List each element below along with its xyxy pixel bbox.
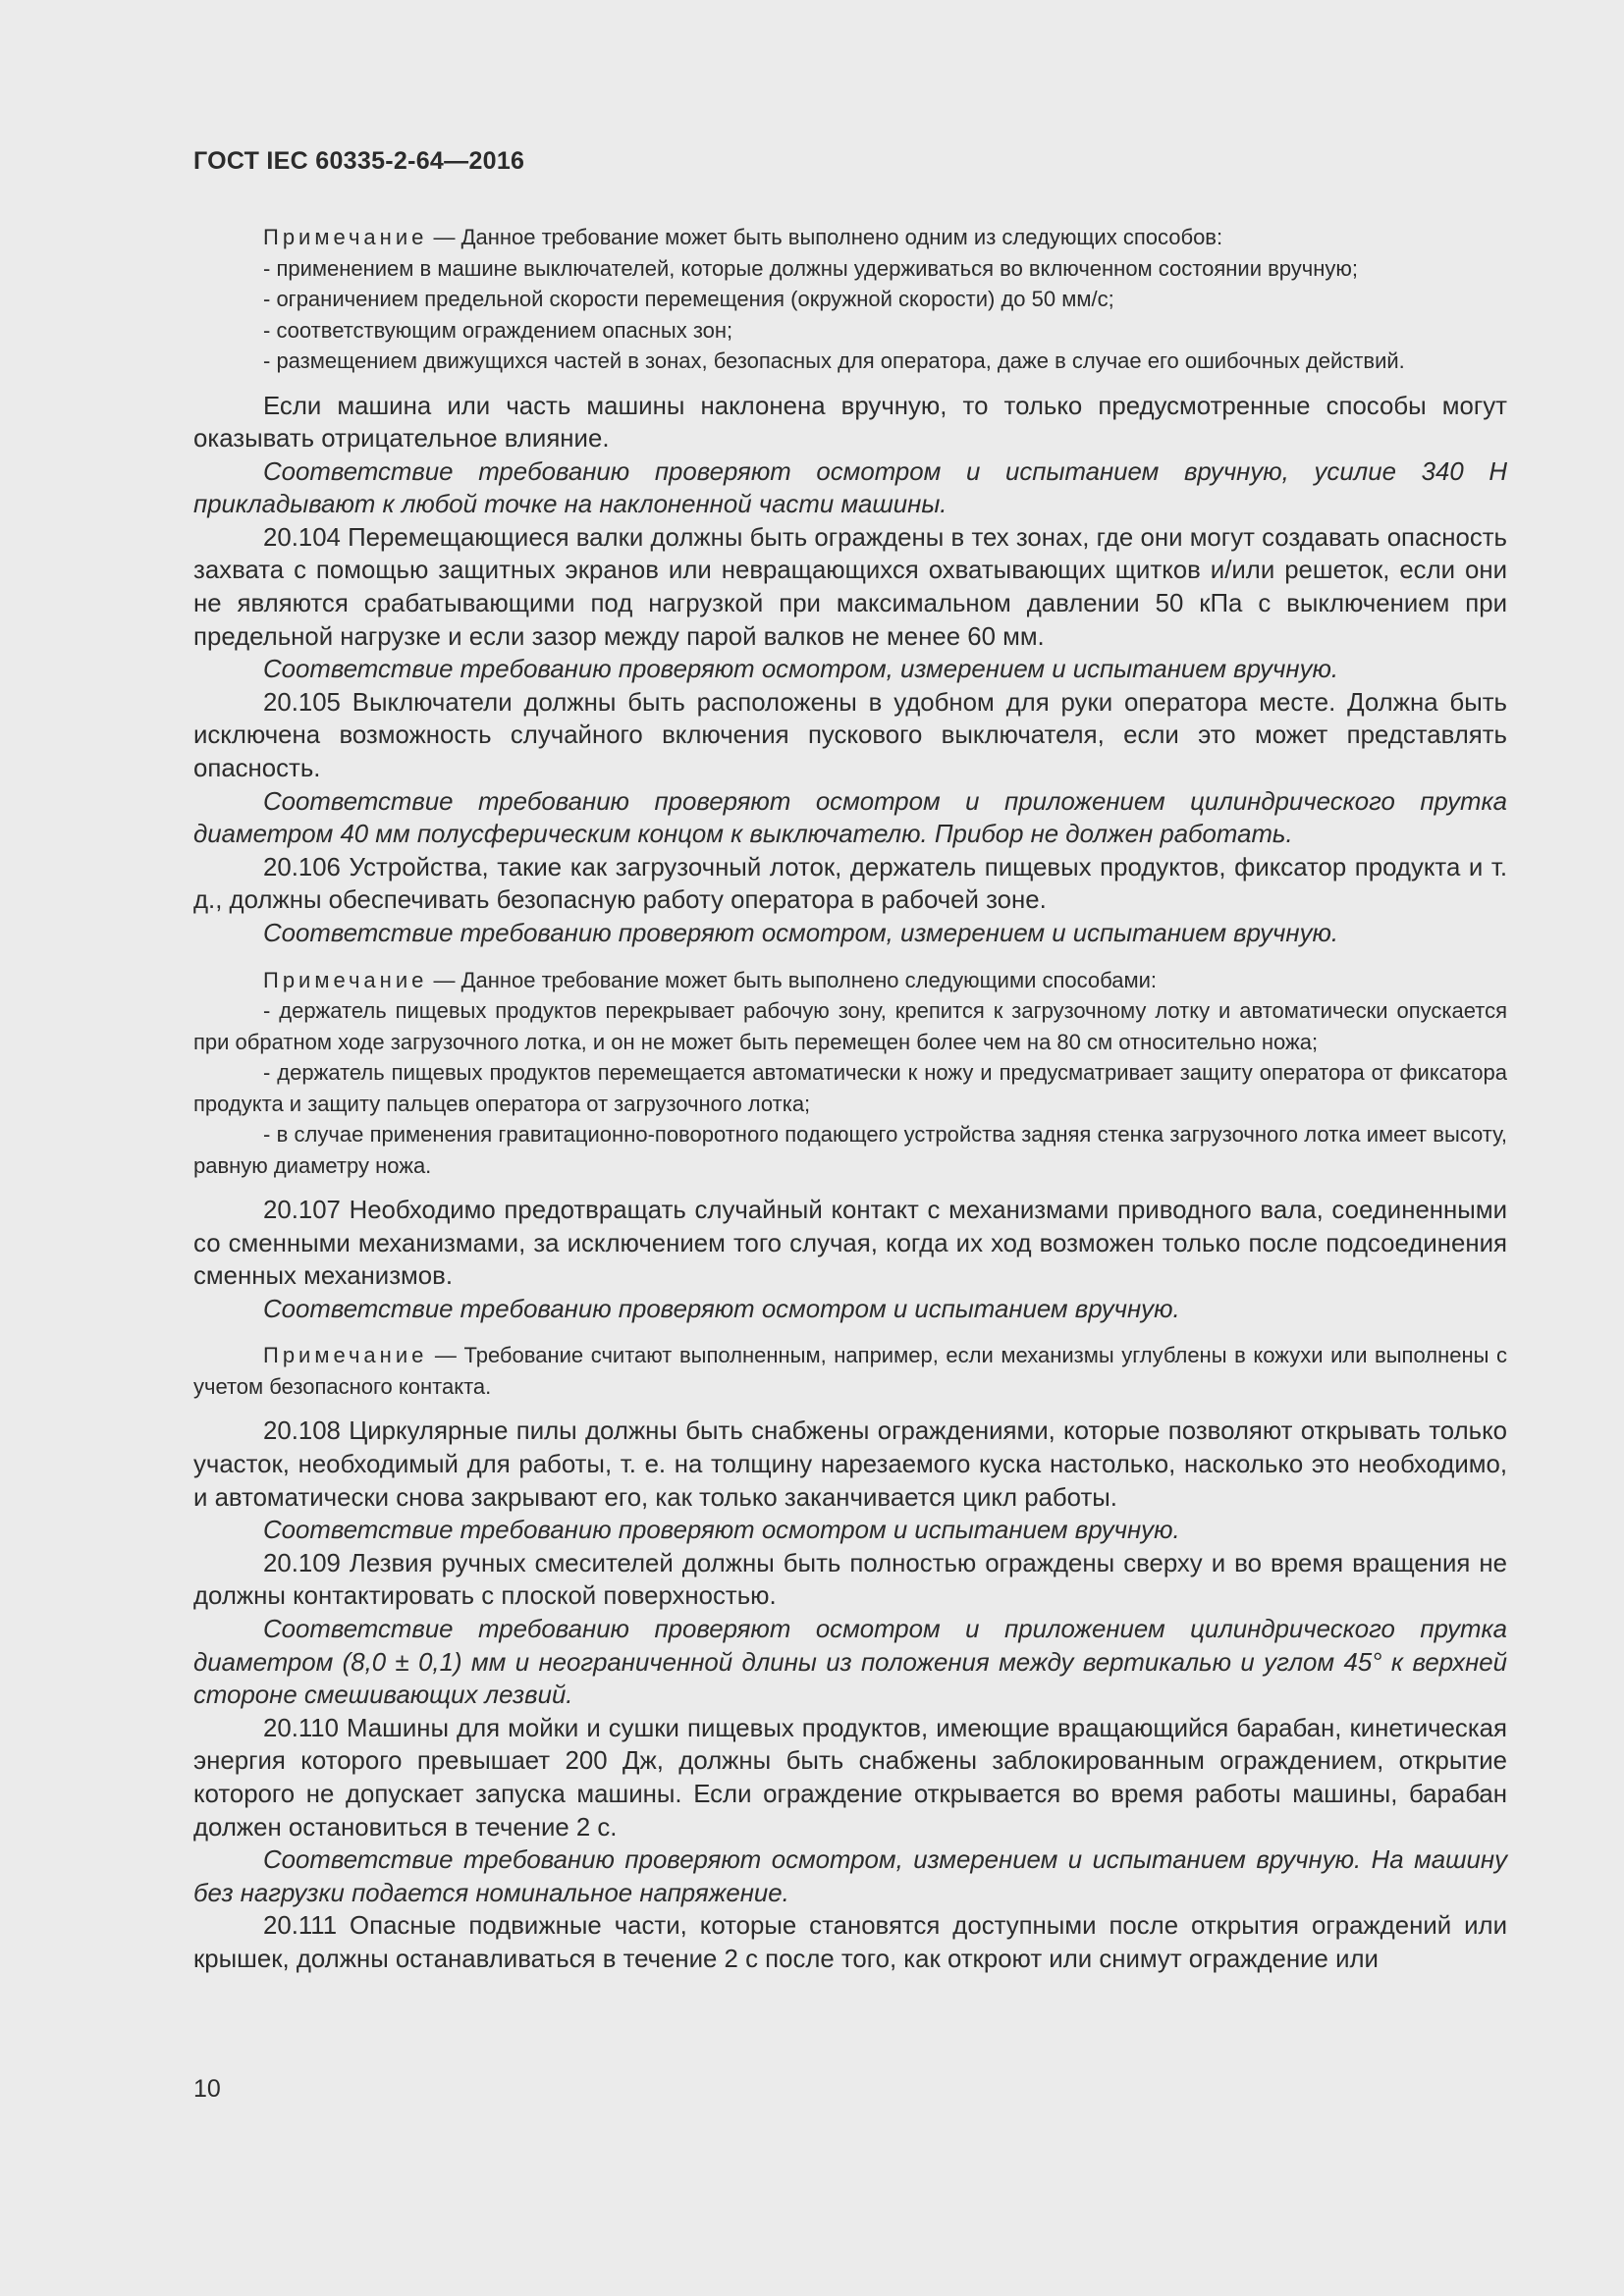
note-3-text [193, 1340, 1507, 1402]
compliance-paragraph: Соответствие требованию проверяют осмотром и приложением цилиндрического прутка диаметром 40 мм полусферическим концом к выключателю. Прибор не должен работать. [193, 787, 1507, 849]
note-3 [193, 1340, 1507, 1402]
clause-20-111: 20.111 Опасные подвижные части, которые становятся доступными после открытия ограждений или крышек, должны останавливаться в течение 2 с после того, как откроют или снимут ограждение или [193, 1912, 1507, 1973]
note-1-item: - применением в машине выключателей, которые должны удерживаться во включенном состоянии вручную; [263, 255, 1358, 281]
note-label: Примечание [263, 1343, 428, 1368]
paragraph: Если машина или часть машины наклонена вручную, то только предусмотренные способы могут оказывать отрицательное влияние. [193, 392, 1507, 454]
note-2-item: - держатель пищевых продуктов перекрывает рабочую зону, крепится к загрузочному лотку и автоматически опускается при обратном ходе загрузочного лотка, и он не может быть перемещен более чем на 80 см относительно ножа; [193, 998, 1507, 1054]
note-text: — Данное требование может быть выполнено следующими способами: [427, 967, 1157, 992]
compliance-paragraph: Соответствие требованию проверяют осмотром и испытанием вручную. [263, 1517, 1180, 1545]
note-text: — Требование считают выполненным, например, если механизмы углублены в кожухи или выполнены с учетом безопасного контакта. [193, 1343, 1507, 1399]
note-1-item: - размещением движущихся частей в зонах, безопасных для оператора, даже в случае его ошибочных действий. [263, 348, 1405, 373]
page-number: 10 [193, 2075, 221, 2103]
clause-20-108: 20.108 Циркулярные пилы должны быть снабжены ограждениями, которые позволяют открывать только участок, необходимый для работы, т. е. на толщину нарезаемого куска настолько, насколько это необходимо, и автоматически снова закрывают его, как только заканчивается цикл работы. [193, 1417, 1507, 1512]
note-label: Примечание [263, 225, 428, 249]
note-1-item: - ограничением предельной скорости перемещения (окружной скорости) до 50 мм/с; [263, 287, 1114, 311]
note-1-intro [193, 222, 1507, 253]
page-content [193, 222, 1507, 1977]
compliance-paragraph: Соответствие требованию проверяют осмотром и испытанием вручную, усилие 340 Н прикладывают к любой точке на наклоненной части машины. [193, 457, 1507, 519]
clause-20-109: 20.109 Лезвия ручных смесителей должны быть полностью ограждены сверху и во время вращения не должны контактировать с плоской поверхностью. [193, 1549, 1507, 1611]
note-label: Примечание [263, 967, 428, 992]
compliance-paragraph: Соответствие требованию проверяют осмотром, измерением и испытанием вручную. [263, 920, 1339, 947]
clause-20-104: 20.104 Перемещающиеся валки должны быть ограждены в тех зонах, где они могут создавать опасность захвата с помощью защитных экранов или невращающихся охватывающих щитков и/или решеток, если они не являются срабатывающими под нагрузкой при максимальном давлении 50 кПа с выключением при предельной нагрузке и если зазор между парой валков не менее 60 мм. [193, 523, 1507, 651]
note-text: — Данное требование может быть выполнено одним из следующих способов: [427, 225, 1223, 249]
compliance-paragraph: Соответствие требованию проверяют осмотром, измерением и испытанием вручную. [263, 656, 1339, 684]
text-block-3 [193, 1415, 1507, 1976]
note-1-item: - соответствующим ограждением опасных зон; [263, 317, 733, 343]
clause-20-106: 20.106 Устройства, такие как загрузочный лоток, держатель пищевых продуктов, фиксатор продукта и т. д., должны обеспечивать безопасную работу оператора в рабочей зоне. [193, 853, 1507, 915]
document-title: ГОСТ IEC 60335-2-64—2016 [193, 147, 525, 175]
text-block-1 [193, 391, 1507, 951]
clause-20-107: 20.107 Необходимо предотвращать случайный контакт с механизмами приводного вала, соединенными со сменными механизмами, за исключением того случая, когда их ход возможен только после подсоединения сменных механизмов. [193, 1197, 1507, 1291]
compliance-paragraph: Соответствие требованию проверяют осмотром и приложением цилиндрического прутка диаметром (8,0 ± 0,1) мм и неограниченной длины из положения между вертикалью и углом 45° к верхней стороне смешивающих лезвий. [193, 1616, 1507, 1710]
text-block-2 [193, 1195, 1507, 1326]
note-2-item: - держатель пищевых продуктов перемещается автоматически к ножу и предусматривает защиту оператора от фиксатора продукта и защиту пальцев оператора от загрузочного лотка; [193, 1060, 1507, 1116]
clause-20-110: 20.110 Машины для мойки и сушки пищевых продуктов, имеющие вращающийся барабан, кинетическая энергия которого превышает 200 Дж, должны быть снабжены заблокированным ограждением, открытие которого не допускает запуска машины. Если ограждение открывается во время работы машины, барабан должен остановиться в течение 2 с. [193, 1714, 1507, 1842]
note-2 [193, 965, 1507, 1182]
note-1 [193, 222, 1507, 377]
compliance-paragraph: Соответствие требованию проверяют осмотром, измерением и испытанием вручную. На машину без нагрузки подается номинальное напряжение. [193, 1846, 1507, 1907]
note-2-intro [193, 965, 1507, 996]
note-2-item: - в случае применения гравитационно-поворотного подающего устройства задняя стенка загрузочного лотка имеет высоту, равную диаметру ножа. [193, 1122, 1507, 1178]
compliance-paragraph: Соответствие требованию проверяют осмотром и испытанием вручную. [263, 1295, 1180, 1323]
clause-20-105: 20.105 Выключатели должны быть расположены в удобном для руки оператора месте. Должна быть исключена возможность случайного включения пускового выключателя, если это может представлять опасность. [193, 688, 1507, 783]
